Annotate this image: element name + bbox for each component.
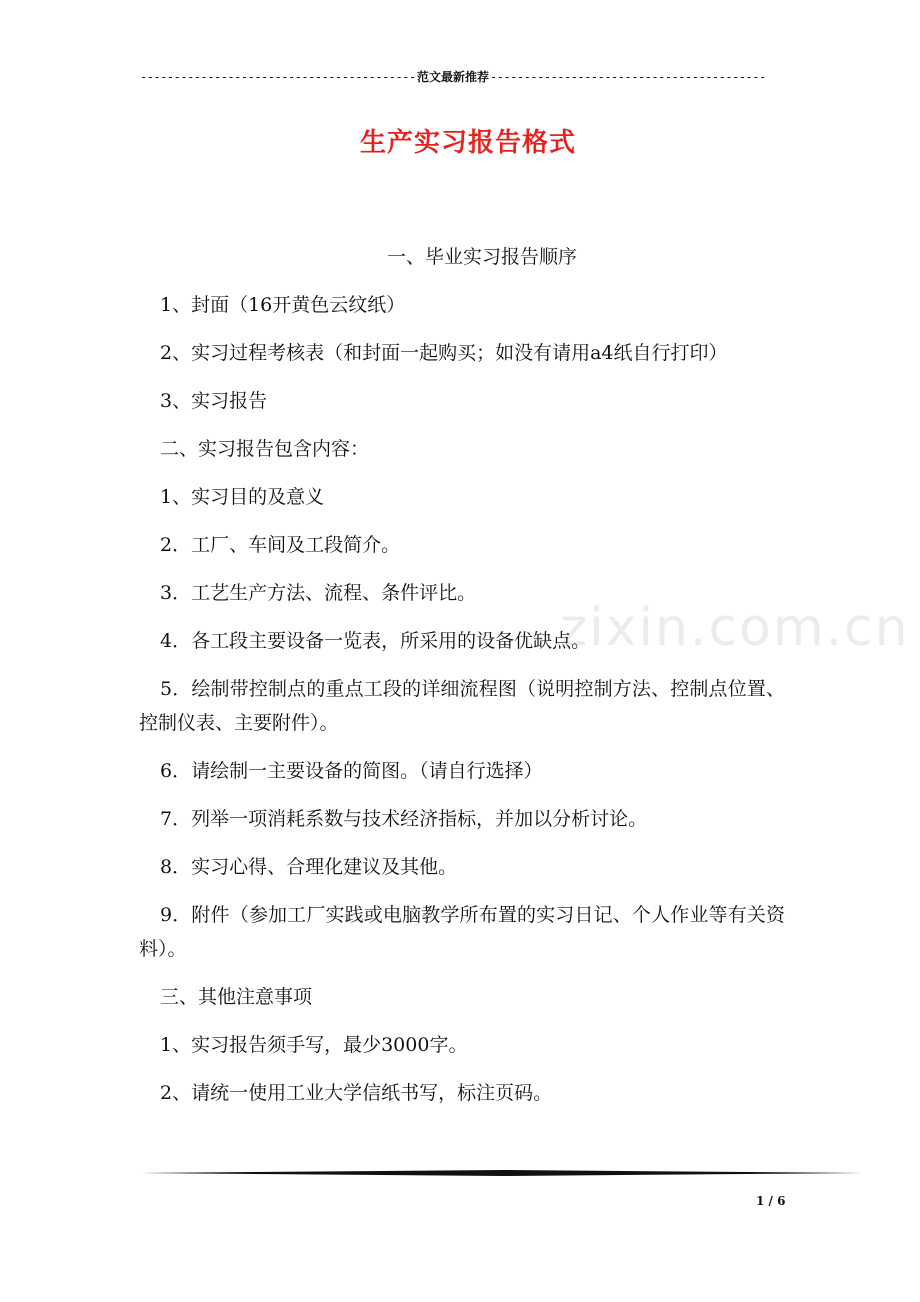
header-dashes-right	[490, 70, 766, 84]
paragraph: 5．绘制带控制点的重点工段的详细流程图（说明控制方法、控制点位置、控制仪表、主要附件）。	[139, 678, 785, 734]
paragraph: 7．列举一项消耗系数与技术经济指标，并加以分析讨论。	[160, 808, 648, 830]
section-heading-2: 二、实习报告包含内容：	[160, 438, 370, 460]
paragraph: 2、实习过程考核表（和封面一起购买；如没有请用a4纸自行打印）	[160, 342, 728, 364]
paragraph: 2．工厂、车间及工段简介。	[160, 534, 401, 556]
footer-divider	[140, 1170, 864, 1176]
page-title: 生产实习报告格式	[359, 128, 576, 158]
document-body	[139, 240, 785, 1124]
header-label: 范文最新推荐	[417, 70, 490, 84]
paragraph: 1、实习目的及意义	[160, 486, 325, 508]
header-banner	[140, 68, 766, 85]
paragraph: 6．请绘制一主要设备的简图。（请自行选择）	[160, 760, 543, 782]
header-dashes-left	[140, 70, 416, 84]
paragraph: 2、请统一使用工业大学信纸书写，标注页码。	[160, 1082, 553, 1104]
paragraph: 1、封面（16开黄色云纹纸）	[160, 294, 406, 316]
paragraph: 3．工艺生产方法、流程、条件评比。	[160, 582, 477, 604]
paragraph: 3、实习报告	[160, 390, 268, 412]
paragraph: 8．实习心得、合理化建议及其他。	[160, 856, 458, 878]
section-heading-1: 一、毕业实习报告顺序	[386, 246, 577, 268]
paragraph: 9．附件（参加工厂实践或电脑教学所布置的实习日记、个人作业等有关资料）。	[139, 904, 785, 960]
section-heading-3: 三、其他注意事项	[160, 986, 313, 1008]
page-number: 1 / 6	[756, 1194, 786, 1208]
paragraph: 4．各工段主要设备一览表，所采用的设备优缺点。	[160, 630, 591, 652]
paragraph: 1、实习报告须手写，最少3000字。	[160, 1034, 468, 1056]
watermark: zixin.com.cn	[560, 598, 910, 658]
